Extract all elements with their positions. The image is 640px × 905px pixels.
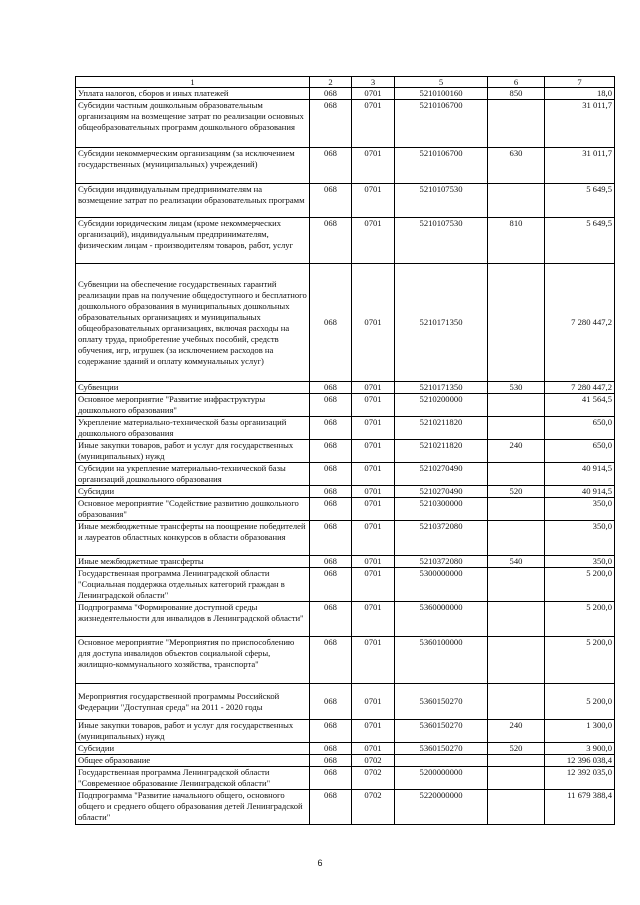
cell-expense-type [488,767,545,790]
cell-gr-code: 068 [310,463,352,486]
cell-section-code: 0701 [352,743,395,755]
cell-name: Уплата налогов, сборов и иных платежей [76,88,310,100]
cell-section-code: 0701 [352,498,395,521]
cell-section-code: 0701 [352,521,395,556]
cell-section-code: 0701 [352,264,395,382]
cell-expense-type: 520 [488,486,545,498]
cell-expense-type [488,184,545,218]
cell-name: Иные межбюджетные трансферты на поощрение победителей и лауреатов областных конкурсов в области образования [76,521,310,556]
cell-amount: 5 200,0 [545,637,615,684]
cell-expense-type [488,637,545,684]
cell-section-code: 0701 [352,88,395,100]
cell-section-code: 0701 [352,100,395,148]
cell-name: Субсидии частным дошкольным образовательным организациям на возмещение затрат по реализации основных общеобразовательных программ дошкольного образования [76,100,310,148]
cell-section-code: 0701 [352,602,395,637]
table-row [76,382,615,394]
cell-name: Мероприятия государственной программы Российской Федерации "Доступная среда" на 2011 - 2020 годы [76,684,310,720]
cell-gr-code: 068 [310,486,352,498]
cell-gr-code: 068 [310,767,352,790]
cell-amount: 12 396 038,4 [545,755,615,767]
cell-gr-code: 068 [310,100,352,148]
cell-amount: 40 914,5 [545,463,615,486]
cell-target-code: 5210171350 [395,382,488,394]
cell-section-code: 0702 [352,790,395,825]
cell-name: Субсидии [76,743,310,755]
cell-gr-code: 068 [310,88,352,100]
table-row [76,394,615,417]
cell-target-code [395,755,488,767]
header-cell-name: 1 [76,77,310,88]
cell-amount: 40 914,5 [545,486,615,498]
table-row [76,148,615,184]
cell-target-code: 5210107530 [395,218,488,264]
cell-target-code: 5210171350 [395,264,488,382]
table-row [76,521,615,556]
cell-target-code: 5210211820 [395,440,488,463]
cell-target-code: 5360150270 [395,684,488,720]
cell-target-code: 5200000000 [395,767,488,790]
table-row [76,100,615,148]
cell-amount: 31 011,7 [545,148,615,184]
table-row [76,743,615,755]
cell-amount: 11 679 388,4 [545,790,615,825]
cell-gr-code: 068 [310,218,352,264]
budget-table [75,76,615,825]
cell-expense-type [488,790,545,825]
cell-expense-type [488,602,545,637]
table-row [76,218,615,264]
cell-expense-type: 240 [488,440,545,463]
cell-gr-code: 068 [310,148,352,184]
cell-expense-type [488,264,545,382]
cell-expense-type [488,755,545,767]
cell-name: Иные межбюджетные трансферты [76,556,310,568]
cell-amount: 5 649,5 [545,184,615,218]
table-row [76,684,615,720]
cell-gr-code: 068 [310,264,352,382]
cell-expense-type: 520 [488,743,545,755]
cell-amount: 5 200,0 [545,684,615,720]
cell-section-code: 0701 [352,684,395,720]
cell-section-code: 0701 [352,382,395,394]
cell-gr-code: 068 [310,755,352,767]
cell-gr-code: 068 [310,568,352,602]
cell-name: Субвенции на обеспечение государственных гарантий реализации прав на получение общедоступного и бесплатного дошкольного образования в муниципальных дошкольных образовательных организациях и муниципальных общеобразовательных организациях, включая расходы на оплату труда, приобретение учебных пособий, средств обучения, игр, игрушек (за исключением расходов на содержание зданий и оплату коммунальных услуг) [76,264,310,382]
cell-target-code: 5210300000 [395,498,488,521]
cell-name: Субсидии юридическим лицам (кроме некоммерческих организаций), индивидуальным предпринимателям, физическим лицам - производителям товаров, работ, услуг [76,218,310,264]
header-cell-gr: 2 [310,77,352,88]
cell-target-code: 5360150270 [395,720,488,743]
table-row [76,264,615,382]
cell-name: Иные закупки товаров, работ и услуг для государственных (муниципальных) нужд [76,440,310,463]
header-row [76,77,615,88]
header-cell-rz: 3 [352,77,395,88]
cell-section-code: 0701 [352,568,395,602]
table-row [76,556,615,568]
cell-amount: 350,0 [545,556,615,568]
table-row [76,184,615,218]
cell-target-code: 5210270490 [395,486,488,498]
table-row [76,498,615,521]
cell-section-code: 0701 [352,417,395,440]
cell-section-code: 0701 [352,394,395,417]
header-cell-sum: 7 [545,77,615,88]
table-row [76,720,615,743]
cell-name: Основное мероприятие "Развитие инфраструктуры дошкольного образования" [76,394,310,417]
table-row [76,767,615,790]
cell-name: Подпрограмма "Развитие начального общего, основного общего и среднего общего образования детей Ленинградской области" [76,790,310,825]
cell-gr-code: 068 [310,720,352,743]
cell-amount: 350,0 [545,521,615,556]
cell-amount: 1 300,0 [545,720,615,743]
cell-expense-type: 530 [488,382,545,394]
cell-amount: 3 900,0 [545,743,615,755]
cell-target-code: 5360150270 [395,743,488,755]
table-row [76,463,615,486]
cell-section-code: 0702 [352,755,395,767]
cell-name: Укрепление материально-технической базы организаций дошкольного образования [76,417,310,440]
cell-target-code: 5220000000 [395,790,488,825]
cell-target-code: 5210270490 [395,463,488,486]
cell-expense-type: 850 [488,88,545,100]
cell-expense-type [488,100,545,148]
cell-amount: 41 564,5 [545,394,615,417]
cell-amount: 7 280 447,2 [545,264,615,382]
cell-section-code: 0701 [352,486,395,498]
cell-expense-type: 540 [488,556,545,568]
cell-section-code: 0701 [352,148,395,184]
cell-expense-type [488,394,545,417]
cell-amount: 18,0 [545,88,615,100]
cell-expense-type: 240 [488,720,545,743]
cell-name: Субвенции [76,382,310,394]
table-body [76,88,615,825]
cell-expense-type [488,521,545,556]
cell-gr-code: 068 [310,556,352,568]
cell-target-code: 5360100000 [395,637,488,684]
cell-target-code: 5210211820 [395,417,488,440]
table-row [76,440,615,463]
cell-amount: 350,0 [545,498,615,521]
cell-gr-code: 068 [310,417,352,440]
cell-amount: 12 392 035,0 [545,767,615,790]
cell-expense-type [488,463,545,486]
table-row [76,790,615,825]
cell-gr-code: 068 [310,440,352,463]
cell-gr-code: 068 [310,394,352,417]
cell-expense-type [488,498,545,521]
cell-name: Основное мероприятие "Содействие развитию дошкольного образования" [76,498,310,521]
cell-gr-code: 068 [310,521,352,556]
cell-gr-code: 068 [310,382,352,394]
cell-gr-code: 068 [310,602,352,637]
cell-target-code: 5210372080 [395,556,488,568]
table-row [76,602,615,637]
cell-section-code: 0701 [352,463,395,486]
cell-name: Основное мероприятие "Мероприятия по приспособлению для доступа инвалидов объектов социальной сферы, жилищно-коммунального хозяйства, транспорта" [76,637,310,684]
cell-section-code: 0701 [352,440,395,463]
cell-expense-type: 630 [488,148,545,184]
header-cell-cs: 5 [395,77,488,88]
table-row [76,486,615,498]
cell-target-code: 5210372080 [395,521,488,556]
cell-section-code: 0702 [352,767,395,790]
cell-target-code: 5210106700 [395,100,488,148]
cell-gr-code: 068 [310,743,352,755]
cell-expense-type [488,417,545,440]
header-cell-vr: 6 [488,77,545,88]
page-number: 6 [317,858,323,868]
cell-amount: 650,0 [545,417,615,440]
cell-section-code: 0701 [352,720,395,743]
cell-expense-type [488,684,545,720]
cell-name: Субсидии некоммерческим организациям (за исключением государственных (муниципальных) учреждений) [76,148,310,184]
cell-gr-code: 068 [310,637,352,684]
table-row [76,568,615,602]
cell-amount: 5 649,5 [545,218,615,264]
cell-name: Общее образование [76,755,310,767]
table-row [76,637,615,684]
cell-name: Иные закупки товаров, работ и услуг для государственных (муниципальных) нужд [76,720,310,743]
cell-amount: 650,0 [545,440,615,463]
cell-gr-code: 068 [310,684,352,720]
cell-expense-type [488,568,545,602]
cell-section-code: 0701 [352,218,395,264]
cell-amount: 5 200,0 [545,568,615,602]
cell-name: Государственная программа Ленинградской области "Социальная поддержка отдельных категорий граждан в Ленинградской области" [76,568,310,602]
cell-section-code: 0701 [352,637,395,684]
cell-target-code: 5210200000 [395,394,488,417]
cell-target-code: 5210100160 [395,88,488,100]
cell-gr-code: 068 [310,498,352,521]
cell-target-code: 5360000000 [395,602,488,637]
cell-amount: 7 280 447,2 [545,382,615,394]
cell-target-code: 5210107530 [395,184,488,218]
table-row [76,88,615,100]
cell-target-code: 5300000000 [395,568,488,602]
cell-name: Государственная программа Ленинградской области "Современное образование Ленинградской области" [76,767,310,790]
cell-section-code: 0701 [352,556,395,568]
cell-amount: 5 200,0 [545,602,615,637]
cell-target-code: 5210106700 [395,148,488,184]
cell-name: Субсидии индивидуальным предпринимателям на возмещение затрат по реализации образовательных программ [76,184,310,218]
cell-name: Субсидии [76,486,310,498]
table-row [76,417,615,440]
table-row [76,755,615,767]
cell-expense-type: 810 [488,218,545,264]
cell-amount: 31 011,7 [545,100,615,148]
cell-gr-code: 068 [310,790,352,825]
cell-gr-code: 068 [310,184,352,218]
cell-section-code: 0701 [352,184,395,218]
cell-name: Субсидии на укрепление материально-технической базы организаций дошкольного образования [76,463,310,486]
cell-name: Подпрограмма "Формирование доступной среды жизнедеятельности для инвалидов в Ленинградской области" [76,602,310,637]
